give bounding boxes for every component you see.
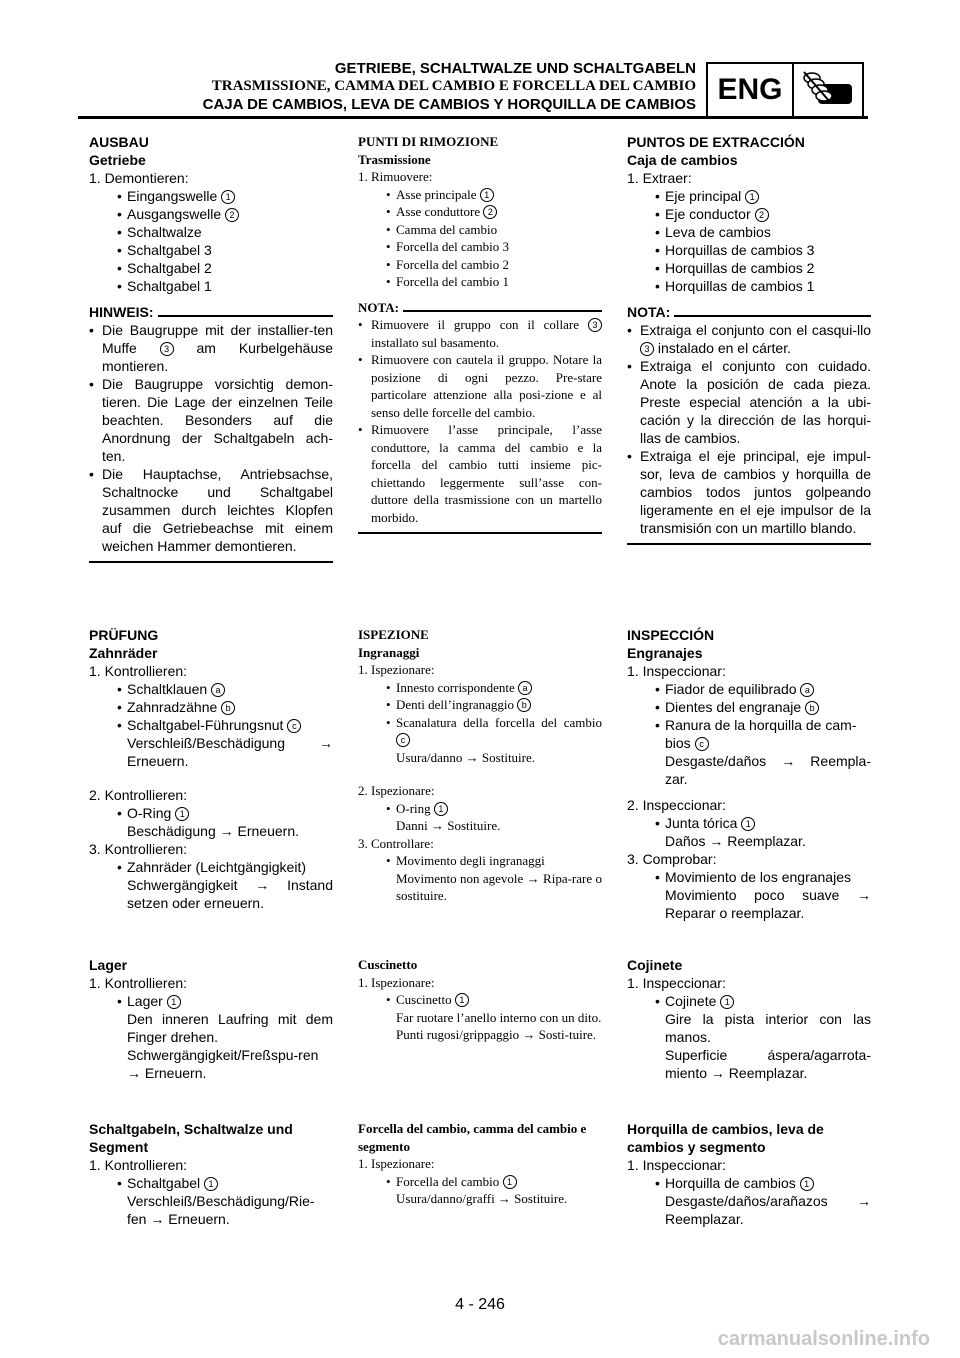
result-text: Schwergängigkeit → Instand setzen oder erneuern. [127, 877, 333, 911]
list-item: • O-Ring 1 [89, 804, 333, 822]
subsection-heading: Forcella del cambio, camma del cambio e segmento [358, 1121, 587, 1154]
step: 1. Ispezionare: [358, 662, 435, 677]
step: 1. Kontrollieren: [89, 663, 188, 679]
result-text: Den inneren Laufring mit dem Finger drehen. [127, 1011, 333, 1045]
subsection-heading: Getriebe [89, 152, 146, 168]
note-end-rule [627, 543, 871, 545]
list-item: • Horquillas de cambios 3 [627, 241, 871, 259]
list-item: • Zahnräder (Leichtgängigkeit) [89, 858, 333, 876]
list-item: • Leva de cambios [627, 223, 871, 241]
result-text: Daños → Reemplazar. [665, 833, 806, 849]
list-item: • Asse principale 1 [358, 186, 602, 204]
list-item: • Ausgangswelle 2 [89, 205, 333, 223]
note-heading: NOTA: [358, 299, 602, 317]
subsection-heading: Lager [89, 957, 128, 973]
list-item: • Dientes del engranaje b [627, 698, 871, 716]
subsection-heading: Engranajes [627, 645, 703, 661]
step: 1. Kontrollieren: [89, 1157, 188, 1173]
list-item: • Horquilla de cambios 1 [627, 1174, 871, 1192]
list-item: • Forcella del cambio 1 [358, 1173, 602, 1191]
list-item: • Horquillas de cambios 2 [627, 259, 871, 277]
step: 3. Comprobar: [627, 851, 717, 867]
section-heading: AUSBAU [89, 134, 149, 150]
result-text: Usura/danno/graffi → Sostituire. [396, 1191, 568, 1206]
header-title-es: CAJA DE CAMBIOS, LEVA DE CAMBIOS Y HORQUILLA DE CAMBIOS [202, 96, 696, 113]
section-heading: INSPECCIÓN [627, 627, 715, 643]
result-text: Verschleiß/Beschädigung → Erneuern. [127, 735, 333, 769]
step: 1. Inspeccionar: [627, 663, 726, 679]
subsection-heading: Cuscinetto [358, 957, 418, 972]
subsection-heading: Trasmissione [358, 151, 431, 167]
list-item: • O-ring 1 [358, 800, 602, 818]
result-text: Superficie áspera/agarrota-miento → Reemplazar. [665, 1047, 871, 1081]
header-title-de: GETRIEBE, SCHALTWALZE UND SCHALTGABELN [334, 60, 696, 77]
list-item: • Schaltgabel 3 [89, 241, 333, 259]
list-item: • Eingangswelle 1 [89, 187, 333, 205]
result-text: Schwergängigkeit/Freßspu-ren → Erneuern. [127, 1047, 319, 1081]
list-item: • Schaltgabel 1 [89, 1174, 333, 1192]
note-item: • Extraiga el conjunto con cuidado. Anote la posición de cada pieza. Preste especial atención a la ubi-cación y la dirección de las horqui-llas de cambios. [627, 357, 871, 447]
note-item: • Rimuovere con cautela il gruppo. Notare la posizione di ogni pezzo. Pre-stare particolare attenzione alla posi-zione e al senso delle forcelle del cambio. [358, 351, 602, 421]
list-item: • Innesto corrispondente a [358, 679, 602, 697]
step: 1. Extraer: [627, 170, 692, 186]
subsection-heading: Horquilla de cambios, leva de cambios y segmento [627, 1121, 824, 1155]
list-item: • Denti dell’ingranaggio b [358, 696, 602, 714]
header-title-it: TRASMISSIONE, CAMMA DEL CAMBIO E FORCELLA DEL CAMBIO [211, 78, 696, 94]
list-item: • Forcella del cambio 3 [358, 238, 602, 256]
list-item: • Asse conduttore 2 [358, 203, 602, 221]
list-item: • Cuscinetto 1 [358, 991, 602, 1009]
subsection-heading: Cojinete [627, 957, 683, 973]
step: 2. Ispezionare: [358, 783, 435, 798]
section-heading: PUNTI DI RIMOZIONE [358, 134, 499, 149]
list-item: • Horquillas de cambios 1 [627, 277, 871, 295]
note-item: • Die Baugruppe mit der installier-ten Muffe 3 am Kurbelgehäuse montieren. [89, 321, 333, 375]
step: 1. Ispezionare: [358, 1156, 435, 1171]
note-heading: NOTA: [627, 303, 871, 321]
step: 1. Demontieren: [89, 170, 189, 186]
list-item: • Schaltklauen a [89, 680, 333, 698]
list-item: • Movimiento de los engranajes [627, 868, 871, 886]
eng-label: ENG [708, 64, 794, 116]
result-text: Danni → Sostituire. [396, 818, 501, 833]
list-item: • Ranura de la horquilla de cam-bios c [627, 716, 871, 752]
note-item: • Extraiga el eje principal, eje impul-sor, leva de cambios y horquilla de cambios todos juntos golpeando ligeramente en el eje impulsor de la transmisión con un martillo blando. [627, 447, 871, 537]
result-text: Gire la pista interior con las manos. [665, 1011, 871, 1045]
list-item: • Forcella del cambio 2 [358, 256, 602, 274]
result-text: Verschleiß/Beschädigung/Rie-fen → Erneuern. [127, 1193, 315, 1227]
result-text: Far ruotare l’anello interno con un dito. [396, 1009, 602, 1025]
subsection-heading: Caja de cambios [627, 152, 738, 168]
note-item: • Rimuovere l’asse principale, l’asse conduttore, la camma del cambio e la forcella del cambio tutti insieme pic-chiettando leggermente sull’asse con-duttore della trasmissione con un martello morbido. [358, 421, 602, 526]
list-item: • Schaltgabel 1 [89, 277, 333, 295]
note-end-rule [358, 532, 602, 534]
section-heading: PRÜFUNG [89, 627, 159, 643]
list-item: • Schaltgabel-Führungsnut c [89, 716, 333, 734]
subsection-heading: Zahnräder [89, 645, 158, 661]
step: 2. Kontrollieren: [89, 787, 188, 803]
note-end-rule [89, 561, 333, 563]
list-item: • Cojinete 1 [627, 992, 871, 1010]
note-item: • Die Hauptachse, Antriebsachse, Schaltnocke und Schaltgabel zusammen durch leichtes Klopfen auf die Getriebeachse mit einem weichen Hammer demontieren. [89, 465, 333, 555]
note-item: • Die Baugruppe vorsichtig demon-tieren. Die Lage der einzelnen Teile beachten. Besonders auf die Anordnung der Schaltgabeln ach-ten. [89, 375, 333, 465]
list-item: • Fiador de equilibrado a [627, 680, 871, 698]
result-text: Movimiento poco suave → Reparar o reemplazar. [665, 887, 871, 921]
list-item: • Schaltgabel 2 [89, 259, 333, 277]
note-item: • Extraiga el conjunto con el casqui-llo 3 instalado en el cárter. [627, 321, 871, 357]
result-text: Beschädigung → Erneuern. [127, 823, 299, 839]
section-heading: ISPEZIONE [358, 627, 429, 642]
result-text: Desgaste/daños/arañazos → Reemplazar. [665, 1193, 871, 1227]
list-item: • Schaltwalze [89, 223, 333, 241]
list-item: • Forcella del cambio 1 [358, 273, 602, 291]
step: 1. Inspeccionar: [627, 975, 726, 991]
result-text: Punti rugosi/grippaggio → Sosti-tuire. [396, 1027, 597, 1042]
list-item: • Eje conductor 2 [627, 205, 871, 223]
step: 3. Controllare: [358, 835, 434, 851]
subsection-heading: Ingranaggi [358, 644, 420, 660]
step: 2. Inspeccionar: [627, 797, 726, 813]
step: 1. Kontrollieren: [89, 975, 188, 991]
subsection-heading: Schaltgabeln, Schaltwalze und Segment [89, 1121, 293, 1155]
result-text: Movimento non agevole → Ripa-rare o sostituire. [396, 870, 602, 903]
result-text: Usura/danno → Sostituire. [396, 749, 536, 765]
step: 1. Inspeccionar: [627, 1157, 726, 1173]
list-item: • Zahnradzähne b [89, 698, 333, 716]
list-item: • Camma del cambio [358, 221, 602, 239]
transmission-gear-icon [794, 64, 862, 116]
note-item: • Rimuovere il gruppo con il collare 3 installato sul basamento. [358, 316, 602, 351]
step: 1. Ispezionare: [358, 974, 435, 990]
watermark: carmanualsonline.info [717, 1328, 930, 1350]
result-text: Desgaste/daños → Reempla-zar. [665, 753, 871, 787]
note-heading: HINWEIS: [89, 303, 333, 321]
step: 3. Kontrollieren: [89, 841, 188, 857]
list-item: • Eje principal 1 [627, 187, 871, 205]
list-item: • Lager 1 [89, 992, 333, 1010]
list-item: • Scanalatura della forcella del cambio c [358, 714, 602, 749]
list-item: • Movimento degli ingranaggi [358, 852, 602, 870]
step: 1. Rimuovere: [358, 169, 433, 184]
page-number: 4 - 246 [455, 1296, 505, 1313]
eng-badge [706, 62, 864, 118]
section-heading: PUNTOS DE EXTRACCIÓN [627, 134, 805, 150]
list-item: • Junta tórica 1 [627, 814, 871, 832]
